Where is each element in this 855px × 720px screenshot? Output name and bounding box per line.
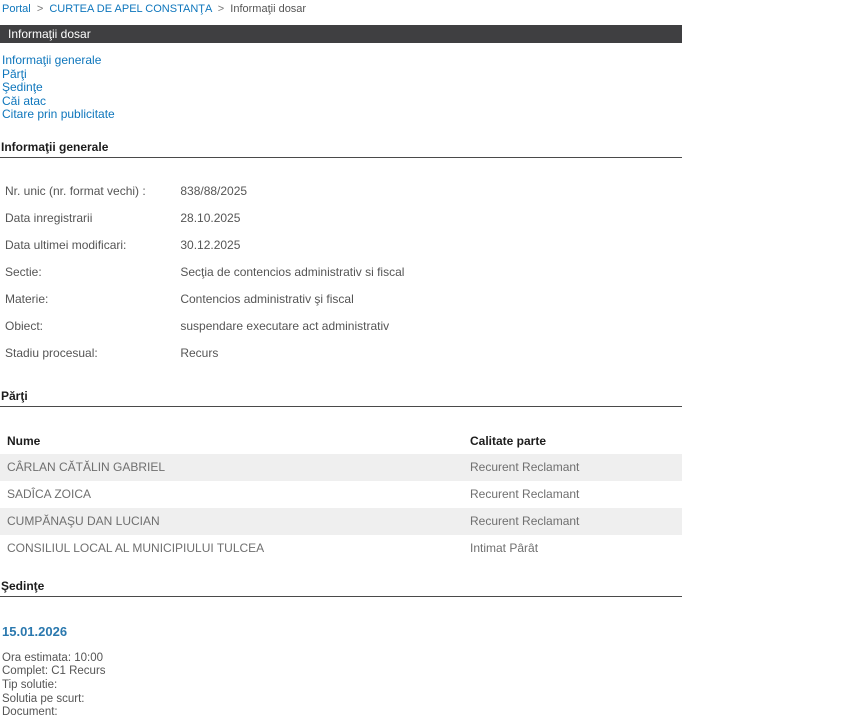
field-row-sectie	[5, 259, 855, 286]
nav-link-parti[interactable]: Părţi	[2, 68, 855, 82]
session-entry	[0, 597, 855, 720]
field-label: Materie:	[5, 286, 177, 313]
breadcrumb	[0, 0, 855, 15]
table-row	[0, 508, 682, 535]
party-role: Intimat Pârât	[463, 541, 682, 555]
column-header-nume: Nume	[0, 434, 463, 448]
nav-link-sedinte[interactable]: Şedinţe	[2, 81, 855, 95]
field-label: Data inregistrarii	[5, 205, 177, 232]
field-label: Obiect:	[5, 313, 177, 340]
field-label: Sectie:	[5, 259, 177, 286]
session-detail-ora-estimata: Ora estimata: 10:00	[2, 652, 855, 666]
party-name: CONSILIUL LOCAL AL MUNICIPIULUI TULCEA	[0, 541, 463, 555]
field-row-data-modificarii	[5, 232, 855, 259]
field-row-materie	[5, 286, 855, 313]
breadcrumb-separator: >	[218, 3, 224, 15]
field-row-obiect	[5, 313, 855, 340]
field-label: Data ultimei modificari:	[5, 232, 177, 259]
table-row	[0, 535, 682, 562]
session-detail-complet: Complet: C1 Recurs	[2, 665, 855, 679]
party-name: SADÎCA ZOICA	[0, 487, 463, 501]
column-header-calitate: Calitate parte	[463, 434, 682, 448]
field-value: 30.12.2025	[180, 232, 240, 259]
section-nav	[0, 54, 855, 122]
session-date-link[interactable]: 15.01.2026	[2, 624, 67, 639]
page-title-bar	[0, 25, 682, 43]
field-value: Recurs	[180, 340, 218, 367]
field-value: Secţia de contencios administrativ si fiscal	[180, 259, 404, 286]
breadcrumb-link-court[interactable]: CURTEA DE APEL CONSTANŢA	[49, 3, 211, 15]
party-role: Recurent Reclamant	[463, 460, 682, 474]
breadcrumb-link-portal[interactable]: Portal	[2, 3, 31, 15]
section-title-general-info: Informaţii generale	[0, 140, 682, 158]
section-title-parties: Părţi	[0, 389, 682, 407]
table-row	[0, 454, 682, 481]
field-value: 28.10.2025	[180, 205, 240, 232]
field-value: 838/88/2025	[180, 178, 247, 205]
field-label: Stadiu procesual:	[5, 340, 177, 367]
session-details	[2, 652, 855, 720]
session-detail-document: Document:	[2, 706, 855, 720]
field-row-stadiu	[5, 340, 855, 367]
field-value: Contencios administrativ şi fiscal	[180, 286, 353, 313]
section-title-sessions: Şedinţe	[0, 579, 682, 597]
field-value: suspendare executare act administrativ	[180, 313, 389, 340]
field-row-nr-unic	[5, 178, 855, 205]
party-name: CUMPĂNAŞU DAN LUCIAN	[0, 514, 463, 528]
breadcrumb-separator: >	[37, 3, 43, 15]
session-detail-solutia-pe-scurt: Solutia pe scurt:	[2, 693, 855, 707]
party-role: Recurent Reclamant	[463, 514, 682, 528]
field-label: Nr. unic (nr. format vechi) :	[5, 178, 177, 205]
nav-link-citare-prin-publicitate[interactable]: Citare prin publicitate	[2, 108, 855, 122]
parties-table	[0, 428, 682, 562]
general-info-fields	[0, 178, 855, 367]
breadcrumb-current: Informaţii dosar	[230, 3, 306, 15]
session-detail-tip-solutie: Tip solutie:	[2, 679, 855, 693]
party-name: CÂRLAN CĂTĂLIN GABRIEL	[0, 460, 463, 474]
table-row	[0, 481, 682, 508]
field-row-data-inregistrarii	[5, 205, 855, 232]
party-role: Recurent Reclamant	[463, 487, 682, 501]
page-title: Informaţii dosar	[8, 27, 91, 41]
parties-table-header	[0, 428, 682, 454]
nav-link-cai-atac[interactable]: Căi atac	[2, 95, 855, 109]
nav-link-informatii-generale[interactable]: Informaţii generale	[2, 54, 855, 68]
